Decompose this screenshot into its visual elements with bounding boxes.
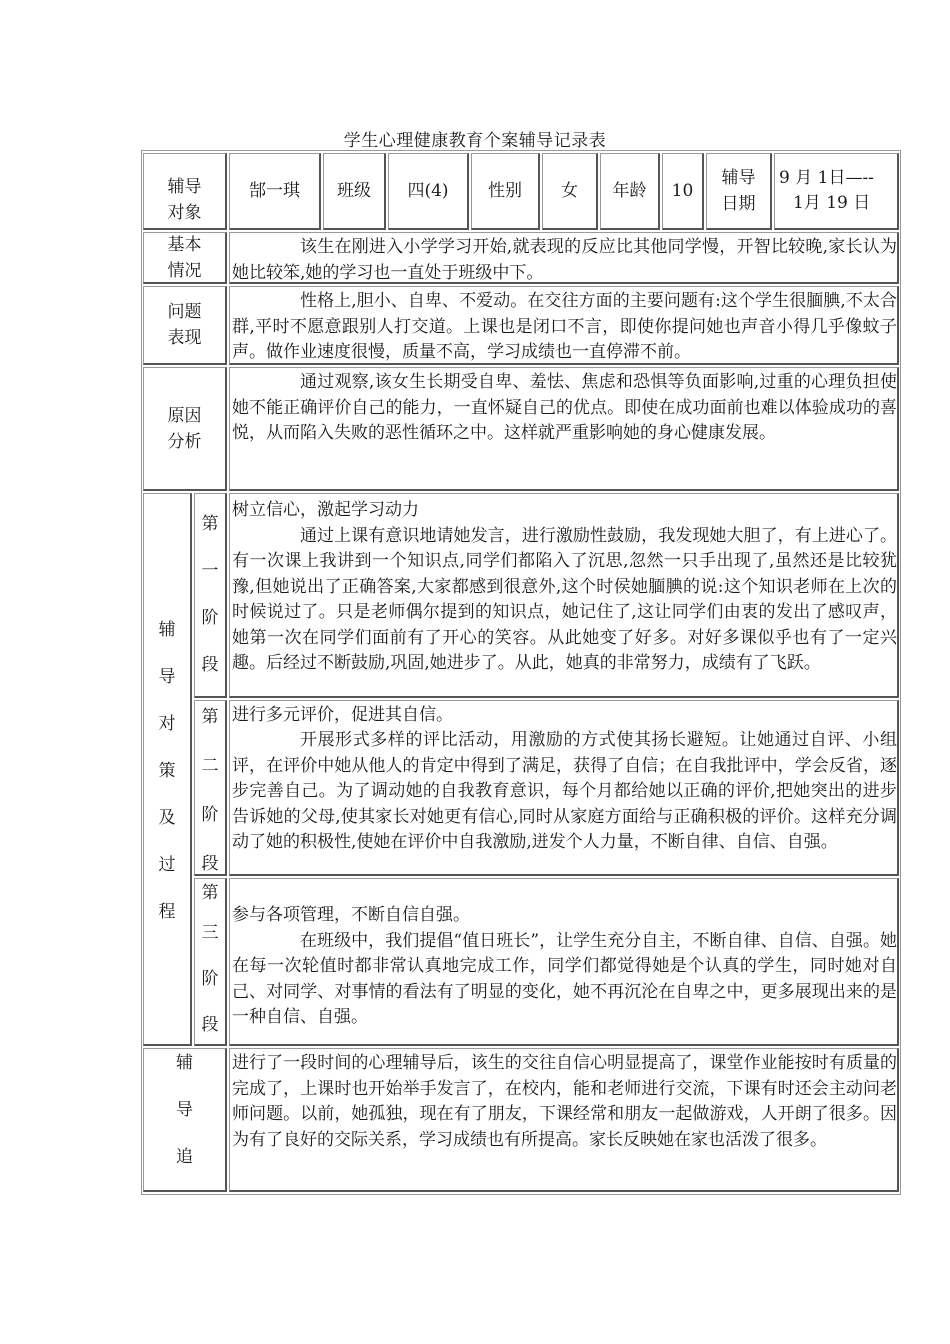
stage-2-content bbox=[229, 700, 899, 876]
stage-2-text: 开展形式多样的评比活动，用激励的方式使其扬长避短。让她通过自评、小组评，在评价中她从他人的肯定中得到了满足，获得了自信；在自我批评中，学会反省，逐步完善自己。为了调动她的自我教育意识，每个月都给她以正确的评价,把她突出的进步告诉她的父母,使其家长对她更有信心,同时从家庭方面给与正确积极的评价。这样充分调动了她的积极性,使她在评价中自我激励,迸发个人力量，不断自律、自信、自强。 bbox=[232, 730, 897, 853]
date-end: 1月 19 日 bbox=[793, 193, 871, 213]
stage-3-content bbox=[229, 878, 899, 1046]
stage-1-char: 段 bbox=[201, 655, 219, 675]
label-followup bbox=[143, 1048, 227, 1192]
label-gender: 性别 bbox=[471, 153, 540, 230]
basic-text: 该生在刚进入小学学习开始,就表现的反应比其他同学慢，开智比较晚,家长认为她比较笨,她的学习也一直处于班级中下。 bbox=[229, 232, 899, 284]
stage-3-char: 段 bbox=[201, 1015, 219, 1035]
strategy-char: 及 bbox=[158, 808, 176, 828]
stage-1-char: 阶 bbox=[201, 608, 219, 628]
label-basic: 基本 情况 bbox=[143, 232, 227, 284]
student-name: 郜一琪 bbox=[229, 153, 321, 230]
cause-text: 通过观察,该女生长期受自卑、羞怯、焦虑和恐惧等负面影响,过重的心理负担使她不能正确评价自己的能力，一直怀疑自己的优点。即使在成功面前也难以体验成功的喜悦，从而陷入失败的恶性循环之中。这样就严重影响她的身心健康发展。 bbox=[229, 367, 899, 491]
strategy-char: 策 bbox=[158, 761, 176, 781]
strategy-char: 导 bbox=[158, 667, 176, 687]
label-stage-3 bbox=[194, 878, 227, 1046]
label-problem: 问题 表现 bbox=[143, 286, 227, 365]
stage-1-char: 第 bbox=[201, 514, 219, 534]
problem-text: 性格上,胆小、自卑、不爱动。在交往方面的主要问题有:这个学生很腼腆,不太合群,平时不愿意跟别人打交道。上课也是闭口不言，即使你提问她也声音小得几乎像蚊子声。做作业速度很慢，质量不高，学习成绩也一直停滞不前。 bbox=[229, 286, 899, 365]
stage-2-char: 第 bbox=[201, 707, 219, 727]
followup-text: 进行了一段时间的心理辅导后，该生的交往自信心明显提高了，课堂作业能按时有质量的完成了，上课时也开始举手发言了，在校内，能和老师进行交流，下课有时还会主动问老师问题。以前，她孤独，现在有了朋友，下课经常和朋友一起做游戏，人开朗了很多。因为有了良好的交际关系，学习成绩也有所提高。家长反映她在家也活泼了很多。 bbox=[229, 1048, 899, 1192]
label-date: 辅导 日期 bbox=[706, 153, 772, 230]
gender-value: 女 bbox=[542, 153, 598, 230]
label-strategy bbox=[143, 493, 192, 1046]
stage-3-char: 三 bbox=[201, 923, 219, 943]
label-stage-1 bbox=[194, 493, 227, 698]
label-cause: 原因 分析 bbox=[143, 367, 227, 491]
stage-3-heading: 参与各项管理，不断自信自强。 bbox=[232, 905, 470, 925]
followup-char: 辅 bbox=[176, 1053, 193, 1073]
stage-1-content bbox=[229, 493, 899, 698]
strategy-char: 过 bbox=[158, 855, 176, 875]
label-age: 年龄 bbox=[600, 153, 660, 230]
label-class: 班级 bbox=[323, 153, 386, 230]
stage-2-char: 阶 bbox=[201, 805, 219, 825]
age-value: 10 bbox=[662, 153, 704, 230]
stage-3-char: 第 bbox=[201, 883, 219, 903]
date-value bbox=[774, 153, 899, 230]
stage-1-text: 通过上课有意识地请她发言，进行激励性鼓励，我发现她大胆了，有上进心了。有一次课上我讲到一个知识点,同学们都陷入了沉思,忽然一只手出现了,虽然还是比较犹豫,但她说出了正确答案,大家都感到很意外,这个时侯她腼腆的说:这个知识老师在上次的时候说过了。只是老师偶尔提到的知识点，她记住了,这让同学们由衷的发出了感叹声，她第一次在同学们面前有了开心的笑容。从此她变了好多。对好多课似乎也有了一定兴趣。后经过不断鼓励,巩固,她进步了。从此，她真的非常努力，成绩有了飞跃。 bbox=[232, 525, 897, 673]
stage-1-char: 一 bbox=[201, 561, 219, 581]
stage-2-char: 段 bbox=[201, 854, 219, 874]
stage-3-char: 阶 bbox=[201, 969, 219, 989]
label-stage-2 bbox=[194, 700, 227, 876]
strategy-char: 辅 bbox=[158, 620, 176, 640]
class-value: 四(4) bbox=[388, 153, 469, 230]
label-target: 辅导 对象 bbox=[143, 153, 227, 230]
stage-1-heading: 树立信心，激起学习动力 bbox=[232, 500, 419, 520]
strategy-char: 对 bbox=[158, 714, 176, 734]
followup-char: 导 bbox=[176, 1100, 193, 1120]
stage-2-heading: 进行多元评价，促进其自信。 bbox=[232, 705, 453, 725]
strategy-char: 程 bbox=[158, 902, 176, 922]
stage-3-text: 在班级中，我们提倡“值日班长”，让学生充分自主，不断自律、自信、自强。她在每一次轮值时都非常认真地完成工作，同学们都觉得她是个认真的学生，同时她对自己、对同学、对事情的看法有了明显的变化，她不再沉沦在自卑之中，更多展现出来的是一种自信、自强。 bbox=[232, 930, 897, 1027]
stage-2-char: 二 bbox=[201, 756, 219, 776]
date-start: 9 月 1日—-- bbox=[779, 168, 874, 188]
label-strategy-chars bbox=[144, 494, 190, 947]
followup-char: 追 bbox=[176, 1147, 193, 1167]
page-title: 学生心理健康教育个案辅导记录表 bbox=[343, 131, 607, 151]
